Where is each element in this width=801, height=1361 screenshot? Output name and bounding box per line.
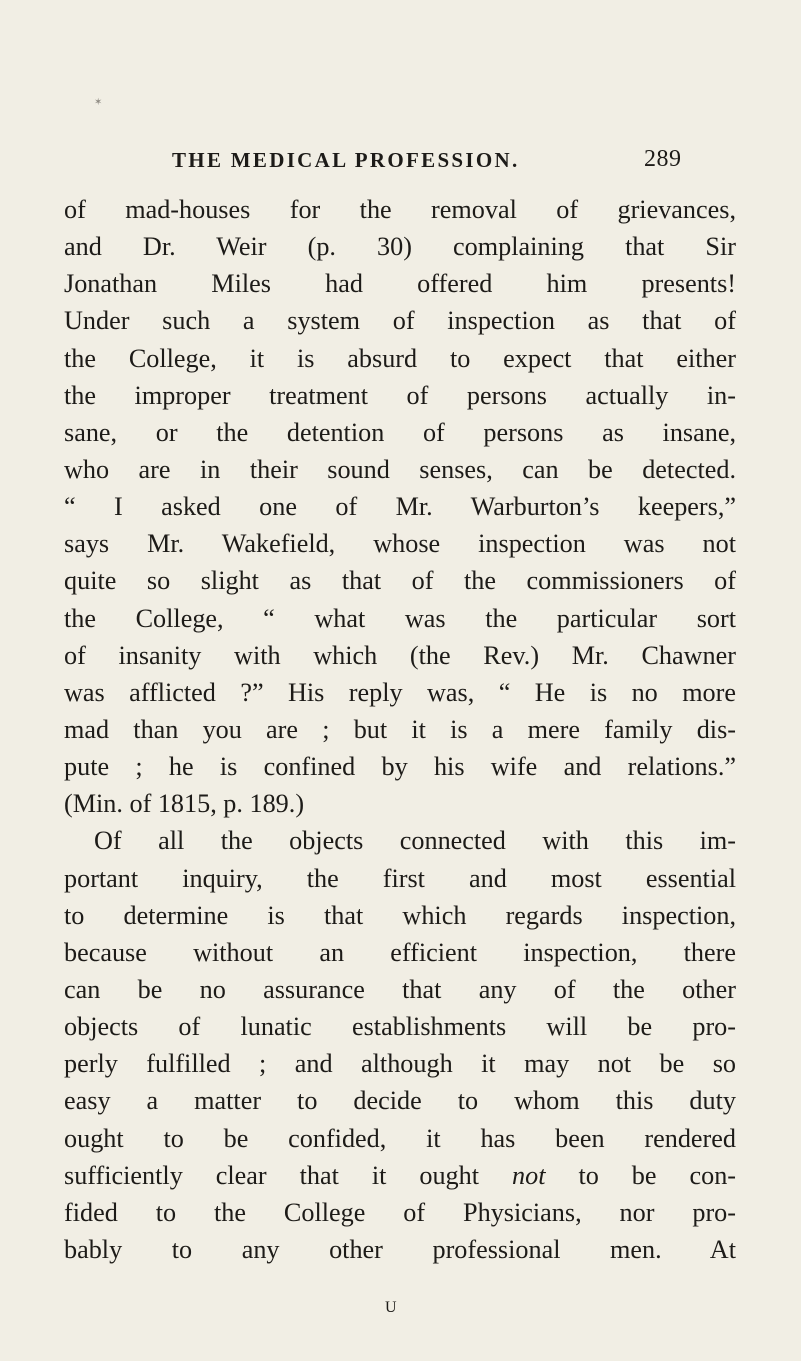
page-number: 289 — [644, 146, 682, 172]
text-line-26: ought to be confided, it has been rendered — [64, 1123, 736, 1153]
text-line-13: of insanity with which (the Rev.) Mr. Chawner — [64, 640, 736, 670]
text-line-16: pute ; he is confined by his wife and relations.” — [64, 752, 736, 782]
text-line-22: can be no assurance that any of the other — [64, 974, 736, 1004]
text-line-20: to determine is that which regards inspection, — [64, 900, 736, 930]
text-line-18: Of all the objects connected with this im- — [94, 826, 736, 856]
emphasis-not: not — [512, 1160, 546, 1190]
text-line-28: fided to the College of Physicians, nor pro- — [64, 1197, 736, 1227]
text-line-3: Jonathan Miles had offered him presents! — [64, 269, 736, 299]
text-line-11: quite so slight as that of the commissioners of — [64, 566, 736, 596]
text-line-27-start: sufficiently clear that it ought — [64, 1160, 480, 1190]
text-line-1: of mad-houses for the removal of grievances, — [64, 195, 736, 224]
text-line-5: the College, it is absurd to expect that either — [64, 343, 736, 373]
text-line-29: bably to any other professional men. At — [64, 1234, 736, 1264]
text-line-4: Under such a system of inspection as that of — [64, 306, 736, 336]
ink-smudge-mark: ✶ — [94, 97, 103, 108]
text-line-25: easy a matter to decide to whom this duty — [64, 1086, 736, 1116]
text-line-27 — [64, 1157, 736, 1194]
text-line-15: mad than you are ; but it is a mere family dis- — [64, 714, 736, 744]
text-line-9: “ I asked one of Mr. Warburton’s keepers,” — [64, 492, 736, 522]
text-line-21: because without an efficient inspection, there — [64, 937, 736, 967]
text-line-19: portant inquiry, the first and most essential — [64, 863, 736, 893]
text-line-8: who are in their sound senses, can be detected. — [64, 454, 736, 484]
text-line-2: and Dr. Weir (p. 30) complaining that Sir — [64, 232, 736, 262]
text-line-17: (Min. of 1815, p. 189.) — [64, 789, 305, 819]
text-line-27-end: to be con- — [578, 1160, 737, 1190]
text-line-7: sane, or the detention of persons as insane, — [64, 417, 736, 447]
text-line-10: says Mr. Wakefield, whose inspection was not — [64, 529, 736, 559]
text-line-6: the improper treatment of persons actually in- — [64, 380, 736, 410]
page-header — [0, 148, 801, 178]
signature-mark: U — [385, 1299, 397, 1316]
text-line-24: perly fulfilled ; and although it may not be so — [64, 1049, 736, 1079]
text-line-12: the College, “ what was the particular sort — [64, 603, 736, 633]
text-line-23: objects of lunatic establishments will be pro- — [64, 1012, 736, 1042]
running-head: THE MEDICAL PROFESSION. — [172, 148, 520, 172]
body-text — [64, 191, 736, 1268]
text-line-14: was afflicted ?” His reply was, “ He is no more — [64, 677, 736, 707]
